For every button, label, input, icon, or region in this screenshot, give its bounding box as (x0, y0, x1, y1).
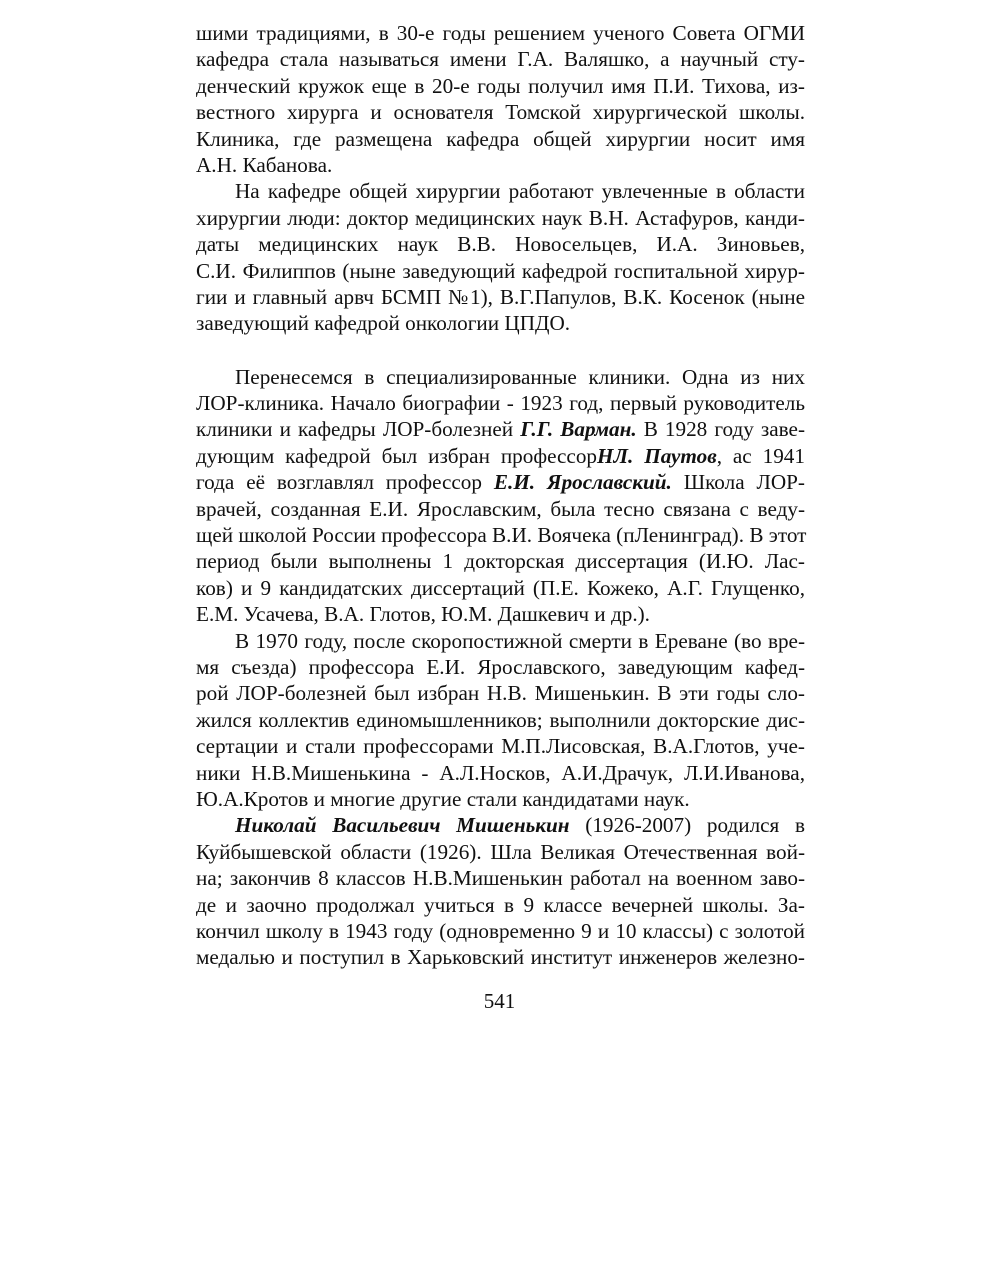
text-run: В 1928 году заве- (636, 417, 806, 442)
text-line (196, 469, 805, 495)
text-line (196, 443, 805, 469)
text-line: На кафедре общей хирургии работают увлеченные в области (235, 179, 805, 204)
text-line: хирургии люди: доктор медицинских наук В.Н. Астафуров, канди- (196, 205, 805, 230)
text-line: рой ЛОР-болезней был избран Н.В. Мишенькин. В эти годы сло- (196, 681, 805, 706)
person-name-emphasis: НЛ. Паутов (597, 443, 717, 468)
text-line: врачей, созданная Е.И. Ярославским, была тесно связана с веду- (196, 496, 805, 521)
text-line: ЛОР-клиника. Начало биографии - 1923 год, первый руководитель (196, 391, 805, 416)
text-run: , ас 1941 (716, 443, 805, 468)
text-line: на; закончив 8 классов Н.В.Мишенькин работал на военном заво- (196, 866, 805, 891)
text-line: заведующий кафедрой онкологии ЦПДО. (196, 311, 571, 336)
text-line: период были выполнены 1 докторская диссертация (И.Ю. Лас- (196, 549, 805, 574)
text-line: медалью и поступил в Харьковский институт инженеров железно- (196, 945, 805, 970)
text-run: года её возглавлял профессор (196, 470, 494, 495)
text-line: мя съезда) профессора Е.И. Ярославского, заведующим кафед- (196, 654, 805, 679)
text-line: В 1970 году, после скоропостижной смерти в Ереване (во вре- (235, 628, 805, 653)
text-line (196, 812, 805, 838)
text-line: Ю.А.Кротов и многие другие стали кандидатами наук. (196, 786, 690, 811)
text-line (196, 416, 805, 442)
text-line: де и заочно продолжал учиться в 9 классе вечерней школы. За- (196, 892, 805, 917)
section-gap (196, 337, 805, 364)
paragraph-3 (196, 364, 805, 628)
text-line: Клиника, где размещена кафедра общей хирургии носит имя (196, 126, 805, 151)
text-line: ники Н.В.Мишенькина - А.Л.Носков, А.И.Драчук, Л.И.Иванова, (196, 760, 805, 785)
paragraph-1 (196, 20, 805, 178)
paragraph-2 (196, 178, 805, 336)
text-line: гии и главный арвч БСМП №1), В.Г.Папулов, В.К. Косенок (ныне (196, 284, 805, 309)
text-line: вестного хирурга и основателя Томской хирургической школы. (196, 100, 805, 125)
text-line: Куйбышевской области (1926). Шла Великая Отечественная вой- (196, 839, 805, 864)
text-line: Перенесемся в специализированные клиники. Одна из них (235, 364, 805, 389)
text-line: даты медицинских наук В.В. Новосельцев, И.А. Зиновьев, (196, 232, 805, 257)
text-line: ков) и 9 кандидатских диссертаций (П.Е. Кожеко, А.Г. Глущенко, (196, 575, 805, 600)
person-name-emphasis: Николай Васильевич Мишенькин (235, 813, 570, 838)
paragraph-4 (196, 628, 805, 813)
text-run: дующим кафедрой был избран профессор (196, 443, 598, 468)
page-body-text (196, 20, 805, 971)
text-line: кончил школу в 1943 году (одновременно 9 и 10 классы) с золотой (196, 918, 805, 943)
text-line: щей школой России профессора В.И. Воячека (пЛенинград). В этот (196, 523, 807, 548)
person-name-emphasis: Е.И. Ярославский. (493, 470, 672, 495)
text-run: Школа ЛОР- (671, 470, 805, 495)
text-line: сертации и стали профессорами М.П.Лисовская, В.А.Глотов, уче- (196, 734, 805, 759)
text-run: (1926-2007) родился в (569, 813, 805, 838)
person-name-emphasis: Г.Г. Варман. (520, 417, 637, 442)
text-line: шими традициями, в 30-е годы решением ученого Совета ОГМИ (196, 21, 805, 45)
text-line: денческий кружок еще в 20-е годы получил имя П.И. Тихова, из- (196, 73, 805, 98)
text-line: кафедра стала называться имени Г.А. Валяшко, а научный сту- (196, 47, 805, 72)
text-line: С.И. Филиппов (ныне заведующий кафедрой госпитальной хирур- (196, 258, 805, 283)
text-run: клиники и кафедры ЛОР-болезней (196, 417, 521, 442)
paragraph-5 (196, 812, 805, 970)
text-line: А.Н. Кабанова. (196, 152, 333, 177)
text-line: жился коллектив единомышленников; выполнили докторские дис- (196, 707, 805, 732)
page-number: 541 (483, 989, 516, 1013)
text-line: Е.М. Усачева, В.А. Глотов, Ю.М. Дашкевич и др.). (196, 602, 650, 627)
